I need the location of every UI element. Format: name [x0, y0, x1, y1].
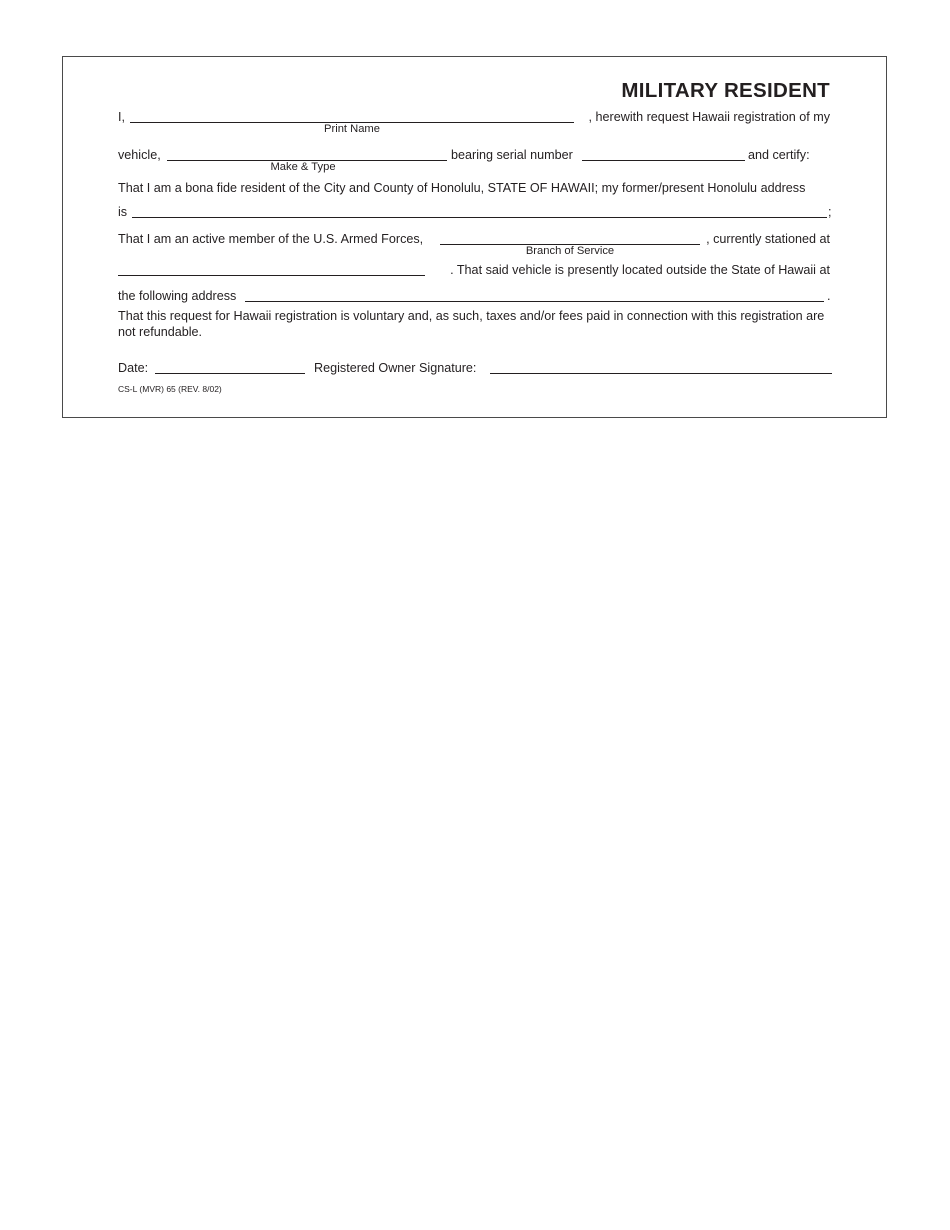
address-suffix: ;	[828, 205, 832, 219]
following-address-field[interactable]	[245, 301, 824, 302]
owner-signature-field[interactable]	[490, 373, 832, 374]
row2-suffix: and certify:	[748, 148, 810, 162]
refund-disclaimer: That this request for Hawaii registration is voluntary and, as such, taxes and/or fees paid in connection with this registration are not refundable.	[118, 309, 825, 339]
form-container	[62, 56, 887, 418]
form-title: MILITARY RESIDENT	[621, 79, 830, 102]
print-name-caption: Print Name	[324, 123, 380, 135]
row5-suffix: , currently stationed at	[706, 232, 830, 246]
honolulu-address-field[interactable]	[132, 217, 827, 218]
vehicle-location-statement: . That said vehicle is presently located outside the State of Hawaii at	[450, 263, 830, 277]
row1-suffix: , herewith request Hawaii registration of my	[588, 110, 830, 124]
address-prefix: is	[118, 205, 128, 219]
form-number: CS-L (MVR) 65 (REV. 8/02)	[118, 384, 222, 394]
row2-prefix: vehicle,	[118, 148, 161, 162]
serial-number-label: bearing serial number	[451, 148, 573, 162]
serial-number-field[interactable]	[582, 160, 745, 161]
armed-forces-statement: That I am an active member of the U.S. Armed Forces,	[118, 232, 424, 246]
row7-suffix: .	[827, 289, 831, 303]
stationed-at-field[interactable]	[118, 275, 425, 276]
row1-prefix: I,	[118, 110, 125, 124]
following-address-label: the following address	[118, 289, 237, 303]
signature-label: Registered Owner Signature:	[314, 361, 477, 375]
branch-of-service-caption: Branch of Service	[525, 245, 615, 257]
make-type-caption: Make & Type	[270, 161, 336, 173]
date-field[interactable]	[155, 373, 305, 374]
date-label: Date:	[118, 361, 149, 375]
residency-statement: That I am a bona fide resident of the City and County of Honolulu, STATE OF HAWAII; my former/present Honolulu address	[118, 181, 806, 195]
